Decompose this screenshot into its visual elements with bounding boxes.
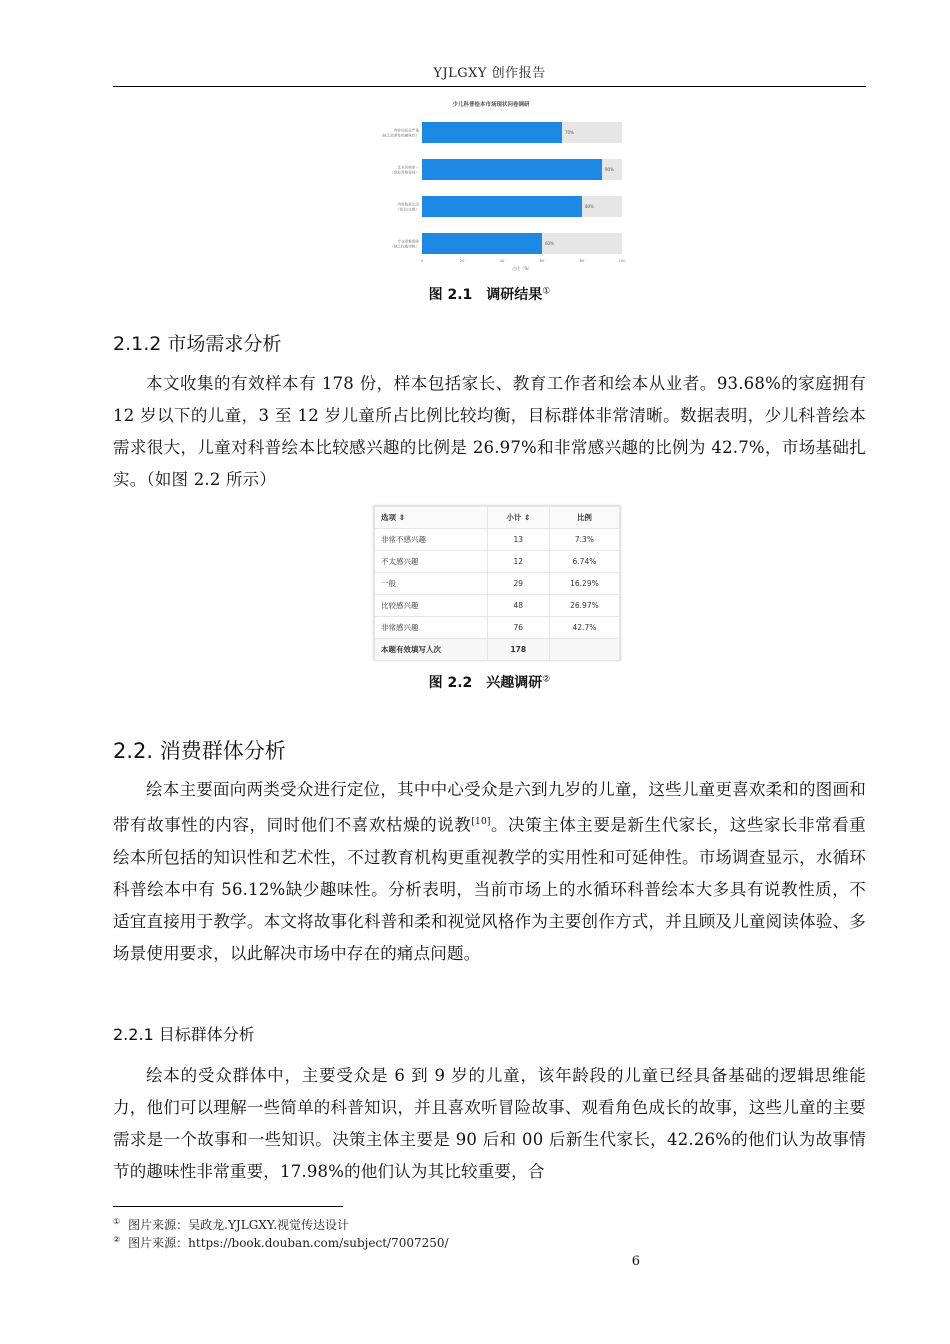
table-cell-ratio: 7.3% — [549, 529, 619, 551]
chart-category-label: （缺乏故事性和趣味性） — [379, 133, 419, 138]
chart-title: 少儿科普绘本市场现状问卷调研 — [452, 102, 530, 108]
table-cell-option: 非常不感兴趣 — [375, 529, 488, 551]
figure-1-caption: 图 2.1 调研结果① — [428, 286, 551, 303]
chart-x-axis-label: 占比（%） — [512, 266, 532, 271]
chart-category-label: 艺术风格单一 — [397, 165, 419, 170]
interest-survey-table-container — [373, 505, 621, 661]
table-cell-ratio: 16.29% — [549, 573, 619, 595]
footnote-1: ① 图片来源：吴政龙.YJLGXY.视觉传达设计 — [113, 1217, 350, 1232]
chart-x-tick-label: 20 — [459, 258, 465, 263]
table-header-count[interactable]: 小计 ⇕ — [487, 507, 549, 529]
chart-bar — [422, 233, 542, 254]
table-total-value: 178 — [487, 639, 549, 661]
chart-data-label: 90% — [605, 167, 614, 172]
table-cell-option: 非常感兴趣 — [375, 617, 488, 639]
table-cell-option: 不太感兴趣 — [375, 551, 488, 573]
table-row — [375, 573, 620, 595]
citation-ref[interactable]: [10] — [471, 817, 491, 827]
table-cell-option: 一般 — [375, 573, 488, 595]
chart-data-label: 80% — [585, 204, 594, 209]
table-total-label: 本题有效填写人次 — [375, 639, 488, 661]
chart-bar — [422, 196, 582, 217]
table-row — [375, 595, 620, 617]
paragraph-target-groups: 绘本的受众群体中，主要受众是 6 到 9 岁的儿童，该年龄段的儿童已经具备基础的逻辑思维能力，他们可以理解一些简单的科普知识，并且喜欢听冒险故事、观看角色成长的故事，这些儿童的主要需求是一个故事和一些知识。决策主体主要是 90 后和 00 后新生代家长，42.26%的他们认为故事情节的趣味性非常重要，17.98%的他们认为其比较重要，合 — [113, 1066, 866, 1181]
table-row — [375, 617, 620, 639]
figure-2-caption: 图 2.2 兴趣调研② — [428, 674, 551, 691]
footnote-2: ② 图片来源：https://book.douban.com/subject/7007250/ — [113, 1235, 449, 1250]
chart-category-label: （缺乏权威审核） — [390, 244, 419, 249]
table-cell-option: 比较感兴趣 — [375, 595, 488, 617]
chart-category-label: （色彩风格雷同） — [390, 170, 419, 175]
chart-bar — [422, 122, 562, 143]
table-cell-count: 48 — [487, 595, 549, 617]
table-cell-count: 29 — [487, 573, 549, 595]
page-number: 6 — [631, 1254, 640, 1269]
table-cell-count: 12 — [487, 551, 549, 573]
section-2-2-heading: 2.2. 消费群体分析 — [113, 739, 286, 763]
chart-data-label: 60% — [545, 241, 554, 246]
interest-survey-table — [374, 506, 620, 661]
table-cell-ratio: 42.7% — [549, 617, 619, 639]
table-cell-count: 76 — [487, 617, 549, 639]
chart-category-label: 内容脱离生活 — [397, 202, 419, 207]
table-row — [375, 551, 620, 573]
header-rule — [113, 86, 866, 87]
chart-x-tick-label: 100 — [618, 258, 626, 263]
chart-category-label: （知识/过难） — [396, 207, 419, 212]
chart-x-tick-label: 40 — [499, 258, 505, 263]
section-2-1-2-heading: 2.1.2 市场需求分析 — [113, 333, 282, 355]
table-header-ratio: 比例 — [549, 507, 619, 529]
footnote-rule — [113, 1206, 343, 1207]
chart-x-tick-label: 80 — [579, 258, 585, 263]
survey-bar-chart — [356, 96, 626, 274]
table-cell-count: 13 — [487, 529, 549, 551]
table-row — [375, 529, 620, 551]
section-2-2-1-heading: 2.2.1 目标群体分析 — [113, 1025, 255, 1044]
table-header-option[interactable]: 选项 ⇕ — [375, 507, 488, 529]
table-cell-ratio: 26.97% — [549, 595, 619, 617]
paragraph-market-demand: 本文收集的有效样本有 178 份，样本包括家长、教育工作者和绘本从业者。93.68%的家庭拥有 12 岁以下的儿童，3 至 12 岁儿童所占比例比较均衡，目标群体非常清晰。数据表明，少儿科普绘本需求很大，儿童对科普绘本比较感兴趣的比例是 26.97%和非常感兴趣的比例为 42.7%，市场基础扎实。（如图 2.2 所示） — [113, 374, 866, 489]
paragraph-consumer-groups: 绘本主要面向两类受众进行定位，其中中心受众是六到九岁的儿童，这些儿童更喜欢柔和的图画和带有故事性的内容，同时他们不喜欢枯燥的说教[10]。决策主体主要是新生代家长，这些家长非常看重绘本所包括的知识性和艺术性，不过教育机构更重视教学的实用性和可延伸性。市场调查显示，水循环科普绘本中有 56.12%缺少趣味性。分析表明，当前市场上的水循环科普绘本大多具有说教性质，不适宜直接用于教学。本文将故事化科普和柔和视觉风格作为主要创作方式，并且顾及儿童阅读体验、多场景使用要求，以此解决市场中存在的痛点问题。 — [113, 780, 866, 963]
chart-category-label: 专业度难保障 — [397, 239, 419, 244]
table-cell-ratio: 6.74% — [549, 551, 619, 573]
table-total-empty — [549, 639, 619, 661]
chart-bar — [422, 159, 602, 180]
running-header: YJLGXY 创作报告 — [433, 66, 546, 81]
chart-data-label: 70% — [565, 130, 574, 135]
table-total-row — [375, 639, 620, 661]
chart-x-tick-label: 0 — [420, 258, 424, 263]
chart-x-tick-label: 60 — [539, 258, 545, 263]
chart-category-label: 内容同质化严重 — [393, 128, 419, 133]
